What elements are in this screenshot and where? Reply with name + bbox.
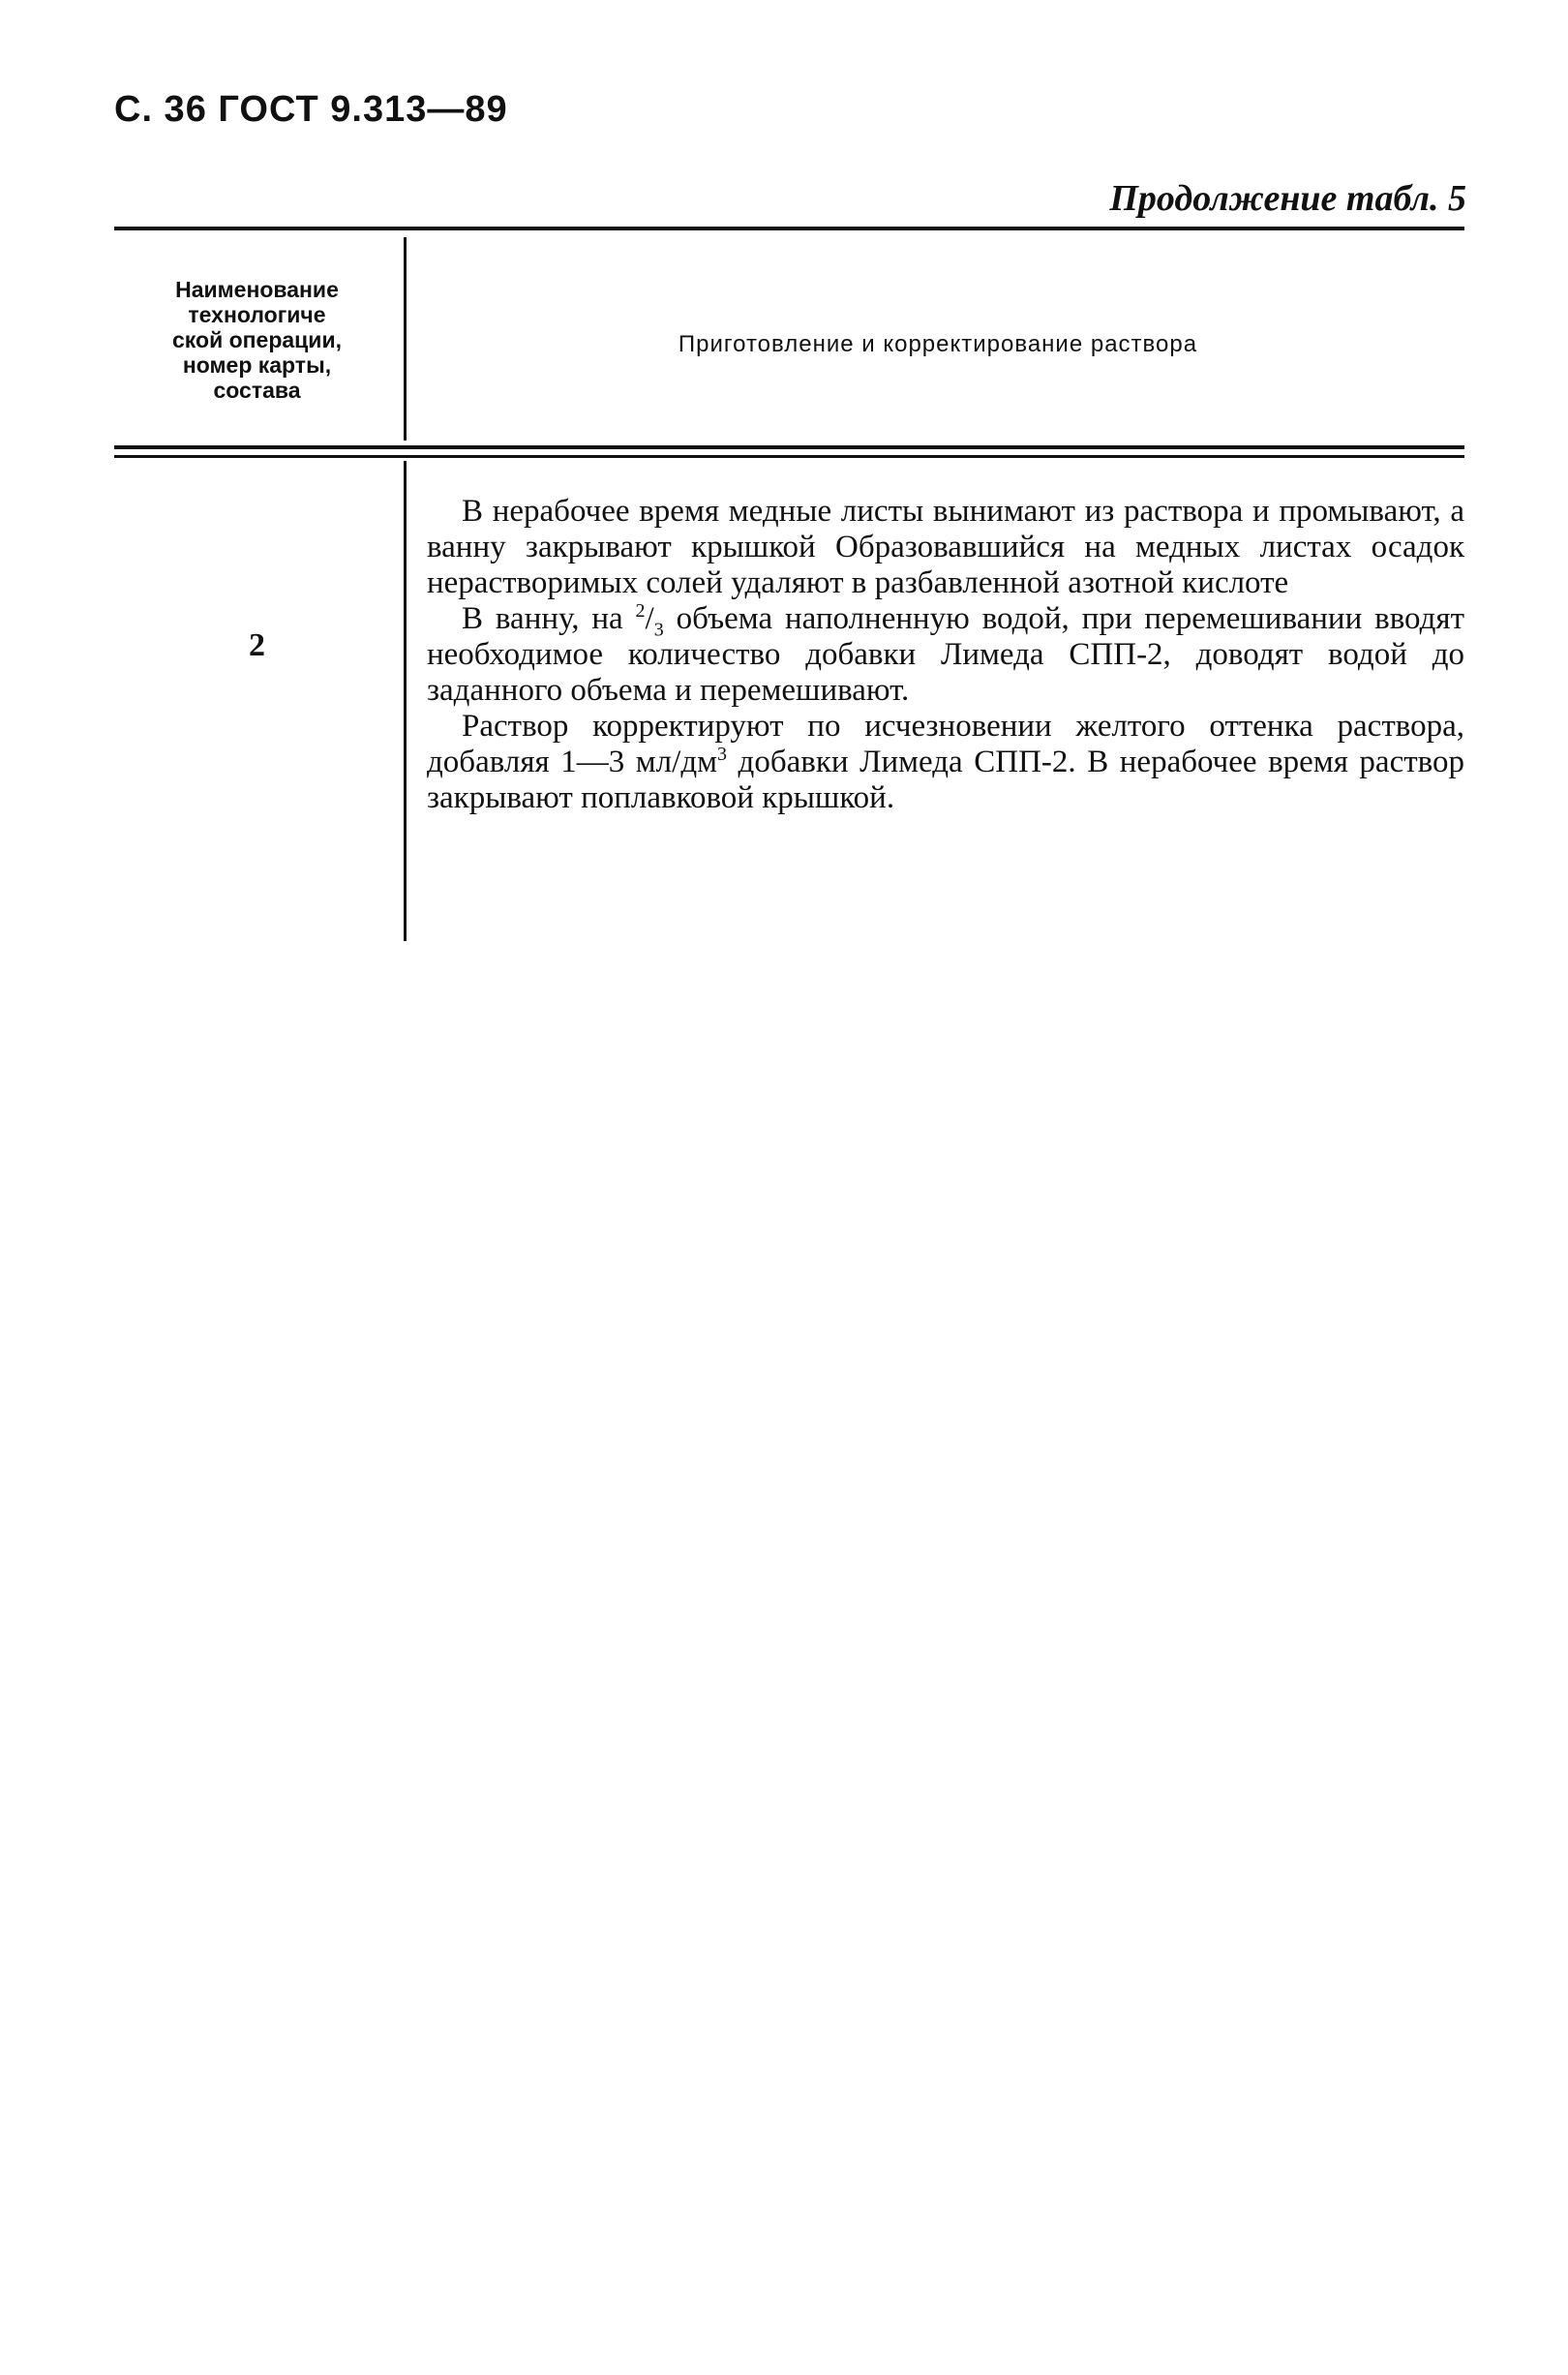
fraction-denominator: 3	[653, 619, 664, 641]
paragraph-filling: В ванну, на $^2/_3$ объема наполненную водой, при перемешивании вводят необходимое количество добавки Лимеда СПП-2, доводят водой до заданного объема и перемешивают.	[427, 600, 1464, 708]
header-double-rule-top	[114, 445, 1464, 449]
column-header-operation: Наименование технологиче ской операции, номер карты, состава	[172, 277, 342, 403]
page-header: С. 36 ГОСТ 9.313—89	[114, 89, 508, 130]
header-double-rule-bottom	[114, 455, 1464, 458]
table-top-rule	[114, 227, 1464, 230]
column-divider-body	[404, 461, 407, 941]
filling-text-end: объема наполненную водой, при перемешивании вводят необходимое количество добавки Лимеда СПП-2, доводят водой до заданного объема и перемешивают.	[427, 601, 1464, 708]
fraction-numerator: 2	[635, 600, 646, 622]
filling-text-start: В ванну, на	[462, 601, 636, 636]
table-continuation-label: Продолжение табл. 5	[1109, 178, 1466, 219]
preparation-text	[427, 494, 1464, 816]
paragraph-rest-time: В нерабочее время медные листы вынимают из раствора и промывают, а ванну закрывают крышкой Образовавшийся на медных листах осадок нерастворимых солей удаляют в разбавленной азотной кислоте	[427, 494, 1464, 600]
column-divider-header	[404, 237, 407, 441]
row-number: 2	[249, 627, 265, 663]
correction-text-end: добавки Лимеда СПП-2. В нерабочее время раствор закрывают поплавковой крышкой.	[427, 745, 1465, 815]
column-header-preparation: Приготовление и корректирование раствора	[678, 331, 1198, 357]
unit-superscript: 3	[717, 744, 727, 765]
paragraph-correction	[427, 709, 1464, 816]
correction-text-start: Раствор корректируют по исчезновении желтого оттенка раствора, добавляя 1—3 мл/дм	[427, 709, 1464, 779]
